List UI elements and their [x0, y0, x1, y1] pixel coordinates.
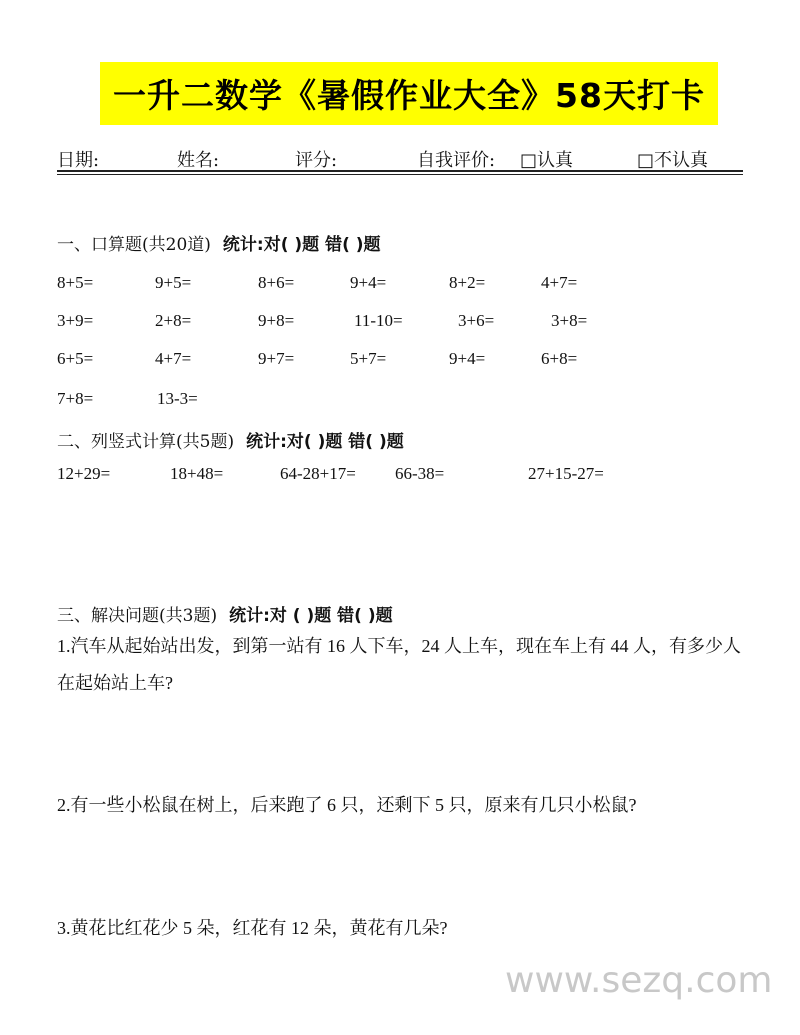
- problem: 9+4=: [449, 349, 486, 368]
- section2-heading: [57, 427, 404, 452]
- section2-title: 二、列竖式计算(共5题): [57, 432, 235, 452]
- self-eval-label: 自我评价:: [417, 150, 496, 171]
- date-label: 日期:: [57, 150, 100, 171]
- problem: 7+8=: [57, 389, 94, 408]
- problem: 4+7=: [155, 349, 192, 368]
- problem: 6+8=: [541, 349, 578, 368]
- section3-heading: [57, 601, 393, 626]
- section2-stats: 统计:对( )题 错( )题: [246, 432, 404, 452]
- problem: 4+7=: [541, 273, 578, 292]
- problem: 18+48=: [170, 464, 224, 483]
- problem: 8+5=: [57, 273, 94, 292]
- word-problem-1: 1.汽车从起始站出发，到第一站有 16 人下车，24 人上车，现在车上有 44 人，有多少人在起始站上车?: [57, 636, 741, 693]
- worksheet-title: 一升二数学《暑假作业大全》58天打卡: [100, 62, 718, 125]
- name-label: 姓名:: [177, 150, 220, 171]
- section1-heading: [57, 230, 381, 255]
- problem: 2+8=: [155, 311, 192, 330]
- problem: 3+9=: [57, 311, 94, 330]
- problem: 9+4=: [350, 273, 387, 292]
- problem: 9+5=: [155, 273, 192, 292]
- header-rule: [57, 170, 743, 172]
- problem: 3+6=: [458, 311, 495, 330]
- problem: 8+2=: [449, 273, 486, 292]
- word-problem-2: 2.有一些小松鼠在树上，后来跑了 6 只，还剩下 5 只，原来有几只小松鼠?: [57, 795, 637, 815]
- watermark: www.sezq.com: [505, 960, 773, 1001]
- problem: 12+29=: [57, 464, 111, 483]
- problem: 3+8=: [551, 311, 588, 330]
- problem: 6+5=: [57, 349, 94, 368]
- word-problem-3: 3.黄花比红花少 5 朵，红花有 12 朵，黄花有几朵?: [57, 918, 448, 938]
- problem: 9+7=: [258, 349, 295, 368]
- header-rule-thin: [57, 174, 743, 175]
- not-serious-checkbox[interactable]: □不认真: [637, 150, 709, 171]
- section1-stats: 统计:对( )题 错( )题: [222, 235, 381, 255]
- section3-stats: 统计:对 ( )题 错( )题: [229, 606, 393, 626]
- score-label: 评分:: [295, 150, 338, 171]
- serious-checkbox[interactable]: □认真: [520, 150, 574, 171]
- section3-title: 三、解决问题(共3题): [57, 606, 218, 626]
- problem: 8+6=: [258, 273, 295, 292]
- problem: 13-3=: [157, 389, 198, 408]
- problem: 9+8=: [258, 311, 295, 330]
- problem: 66-38=: [395, 464, 445, 483]
- section1-title: 一、口算题(共20道): [57, 235, 211, 255]
- problem: 11-10=: [354, 311, 403, 330]
- problem: 5+7=: [350, 349, 387, 368]
- problem: 27+15-27=: [528, 464, 604, 483]
- problem: 64-28+17=: [280, 464, 356, 483]
